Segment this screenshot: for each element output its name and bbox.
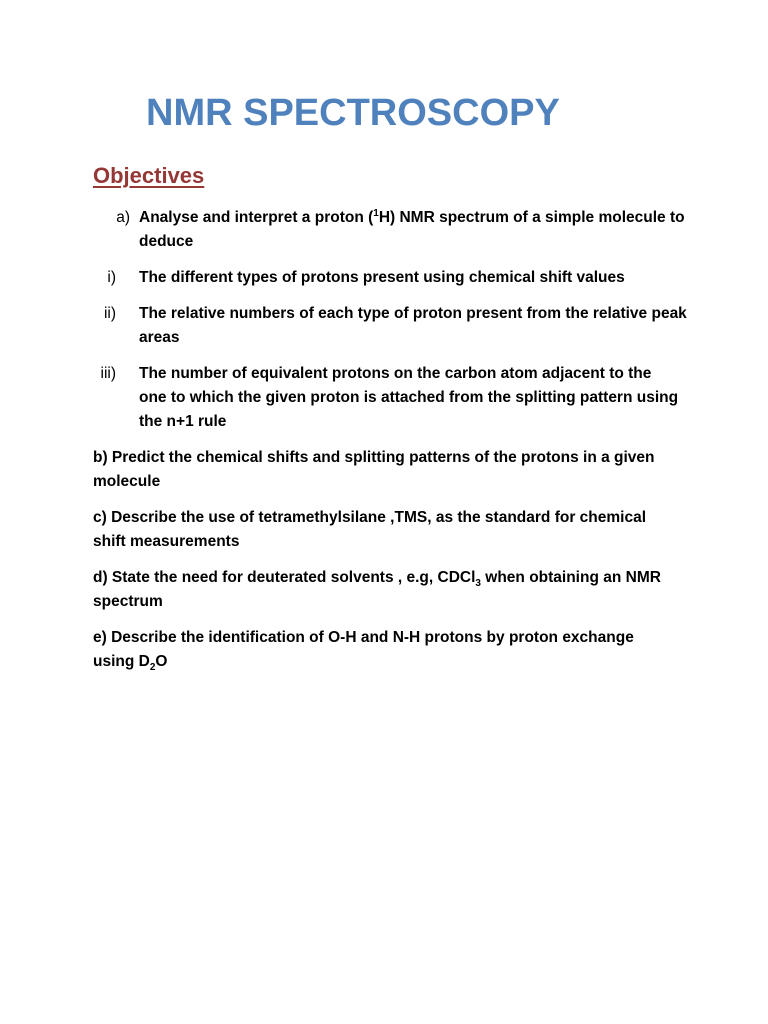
list-marker-a: a) [116, 209, 130, 226]
objective-a-text-2: H) NMR spectrum of a simple molecule to deduce [139, 209, 685, 250]
list-marker-iii: iii) [100, 365, 116, 382]
section-heading-objectives: Objectives [93, 163, 205, 188]
list-marker-i: i) [107, 269, 116, 286]
objective-i: The different types of protons present using chemical shift values [139, 269, 625, 286]
objective-a-text-1: Analyse and interpret a proton ( [139, 209, 374, 226]
objective-e-text-1: e) Describe the identification of O-H and N-H protons by proton exchange using D [93, 629, 634, 670]
subscript-2: 2 [149, 662, 156, 674]
objective-e-text-2: O [155, 653, 168, 670]
objective-ii: The relative numbers of each type of proton present from the relative peak areas [139, 305, 687, 346]
superscript-1: 1 [373, 207, 379, 219]
objective-e [93, 626, 673, 674]
objective-iii: The number of equivalent protons on the carbon atom adjacent to the one to which the given proton is attached from the splitting pattern using the n+1 rule [139, 365, 679, 430]
objective-d-text-2: when obtaining an NMR spectrum [93, 569, 661, 610]
objective-c: c) Describe the use of tetramethylsilane ,TMS, as the standard for chemical shift measurements [93, 509, 647, 550]
objective-d [93, 566, 693, 614]
objective-b: b) Predict the chemical shifts and splitting patterns of the protons in a given molecule [93, 449, 655, 490]
objective-a [139, 206, 699, 254]
list-marker-ii: ii) [103, 305, 116, 322]
subscript-3: 3 [475, 578, 481, 590]
document-title: NMR SPECTROSCOPY [146, 92, 560, 134]
objective-d-text-1: d) State the need for deuterated solvents , e.g, CDCl [93, 569, 476, 586]
